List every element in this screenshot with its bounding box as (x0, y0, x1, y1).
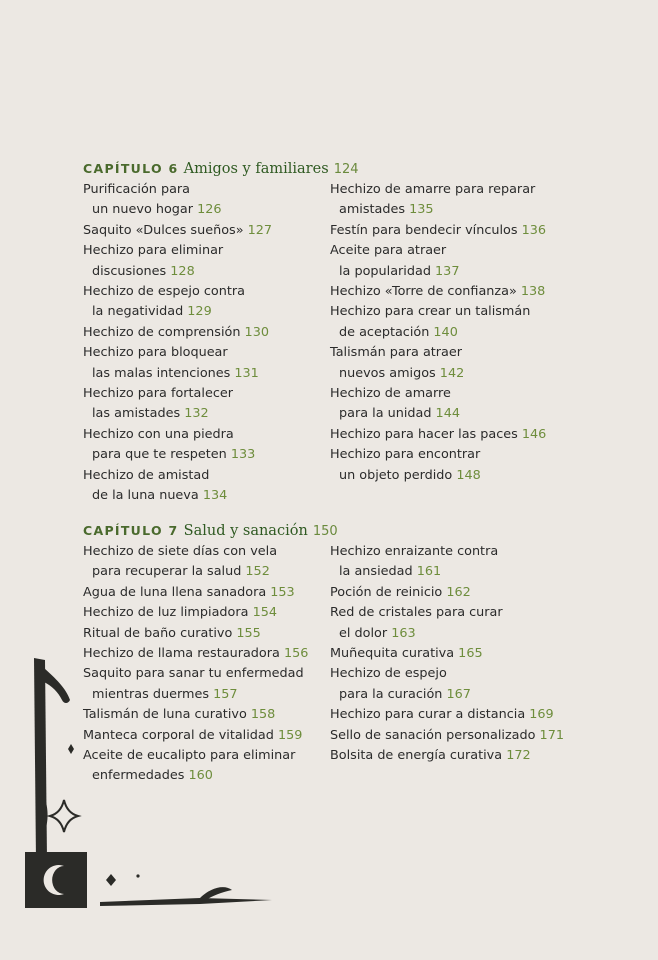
toc-entry-page: 158 (250, 707, 276, 723)
toc-entry-text: un objeto perdido (339, 467, 453, 483)
toc-entry-text: mientras duermes (92, 686, 210, 702)
toc-entry-page: 162 (446, 584, 471, 600)
chapter-page-number: 124 (333, 162, 359, 177)
toc-entry-page: 146 (521, 426, 547, 442)
toc-entry-page: 152 (245, 564, 270, 580)
toc-entry-text: Hechizo «Torre de confianza» (330, 284, 517, 300)
toc-entry-text: Ritual de baño curativo (83, 625, 233, 641)
toc-entry-text: Purificación para (83, 182, 191, 197)
toc-entry-text: para recuperar la salud (92, 564, 242, 580)
toc-entry-text: Hechizo para eliminar (83, 243, 224, 259)
toc-entry-text: Hechizo para bloquear (83, 345, 228, 361)
toc-entry-text: Hechizo para fortalecer (83, 386, 234, 402)
toc-entry-text: Festín para bendecir vínculos (330, 222, 518, 238)
toc-entry-text: el dolor (339, 625, 388, 641)
toc-entry-page: 153 (270, 584, 295, 600)
toc-entry-text: para la unidad (339, 406, 432, 422)
toc-entry-page: 128 (170, 263, 195, 279)
toc-entry-page: 129 (187, 304, 212, 320)
toc-entry-page: 157 (213, 686, 238, 702)
toc-entry-page: 133 (230, 447, 256, 463)
toc-entry-page: 165 (458, 646, 483, 662)
toc-entry-page: 171 (539, 727, 564, 743)
toc-entry-page: 130 (244, 324, 269, 340)
toc-entry-text: Saquito para sanar tu enfermedad (83, 666, 304, 682)
toc-entry-text: de aceptación (339, 324, 430, 340)
toc-entry-page: 154 (252, 605, 277, 621)
toc-entry-text: Hechizo de espejo (330, 666, 447, 682)
toc-entry-text: la ansiedad (339, 564, 413, 580)
toc-entry-text: Hechizo para curar a distancia (330, 707, 526, 723)
toc-entry-text: Aceite para atraer (330, 243, 447, 259)
toc-entry-page: 136 (521, 222, 547, 238)
toc-entry-text: Hechizo enraizante contra (330, 544, 499, 559)
toc-entry-text: la popularidad (339, 263, 431, 279)
toc-entry-text: un nuevo hogar (92, 202, 194, 218)
toc-entry-text: Aceite de eucalipto para eliminar (83, 748, 296, 764)
toc-entry-page: 134 (202, 488, 228, 504)
toc-entry-text: la negatividad (92, 304, 184, 320)
toc-entry-page: 167 (446, 686, 471, 702)
ornament-vertical-bar (34, 658, 47, 862)
toc-entry-page: 135 (409, 202, 434, 218)
toc-entry-text: las amistades (92, 406, 181, 422)
sparkle-icon (50, 800, 78, 832)
toc-entry-page: 169 (529, 707, 554, 723)
toc-entry-page: 144 (435, 406, 460, 422)
toc-entry-text: Hechizo de amarre (330, 386, 451, 402)
toc-entry-page: 148 (456, 467, 481, 483)
toc-entry-page: 126 (197, 202, 222, 218)
toc-entry-text: Hechizo para hacer las paces (330, 426, 518, 442)
toc-entry-text: enfermedades (92, 768, 185, 784)
toc-entry-text: Bolsita de energía curativa (330, 748, 503, 764)
toc-entry-text: Hechizo de llama restauradora (83, 646, 280, 662)
toc-entry-page: 131 (234, 365, 259, 381)
toc-entry-text: discusiones (92, 263, 167, 279)
toc-entry-text: para la curación (339, 686, 443, 702)
toc-entry-text: Sello de sanación personalizado (330, 727, 536, 743)
toc-entry-page: 159 (277, 727, 303, 743)
toc-entry-text: Muñequita curativa (330, 646, 455, 662)
toc-entry-page: 172 (506, 748, 531, 764)
toc-entry-text: Hechizo para encontrar (330, 447, 481, 463)
toc-entry-page: 137 (435, 263, 460, 279)
chapter-title: Amigos y familiares (183, 161, 329, 177)
ornament-leaf (44, 668, 70, 703)
small-diamond-icon (68, 744, 74, 754)
toc-entry-page: 155 (236, 625, 261, 641)
toc-entry-page: 127 (247, 222, 273, 238)
toc-entry-page: 161 (416, 564, 442, 580)
toc-entry-page: 138 (520, 284, 546, 300)
toc-entry-text: Poción de reinicio (330, 584, 443, 600)
toc-entry-page: 132 (184, 406, 209, 422)
chapter-page-number: 150 (312, 524, 338, 539)
toc-entry-text: Talismán de luna curativo (83, 707, 247, 723)
toc-entry-text: las malas intenciones (92, 365, 231, 381)
toc-entry-text: Hechizo de espejo contra (83, 284, 245, 300)
toc-entry-text: amistades (339, 202, 406, 218)
chapter-title: Salud y sanación (183, 523, 308, 539)
toc-entry-text: Hechizo con una piedra (83, 426, 234, 442)
ornament-rule-curl (200, 887, 232, 900)
toc-entry-text: Hechizo de luz limpiadora (83, 605, 249, 621)
toc-entry-text: Hechizo de amarre para reparar (330, 182, 536, 197)
toc-entry-page: 142 (439, 365, 465, 381)
toc-entry-text: nuevos amigos (339, 365, 436, 381)
toc-entry-text: Agua de luna llena sanadora (83, 584, 267, 600)
ornament-dot (136, 874, 139, 877)
toc-entry-text: Hechizo para crear un talismán (330, 304, 531, 320)
chapter-label: CAPÍTULO 7 (83, 523, 179, 538)
toc-entry-text: Red de cristales para curar (330, 605, 503, 621)
toc-entry-text: de la luna nueva (92, 488, 199, 504)
moon-square (25, 852, 87, 908)
toc-entry-page: 163 (391, 625, 416, 641)
toc-entry-text: Saquito «Dulces sueños» (83, 222, 244, 238)
ornament-diamond-large (106, 874, 116, 886)
toc-entry-page: 156 (283, 646, 309, 662)
toc-entry-text: Manteca corporal de vitalidad (83, 727, 274, 743)
chapter-label: CAPÍTULO 6 (83, 161, 179, 176)
toc-entry-text: para que te respeten (92, 447, 227, 463)
toc-entry-page: 140 (433, 324, 458, 340)
toc-entry-text: Hechizo de siete días con vela (83, 544, 278, 559)
toc-entry-text: Hechizo de amistad (83, 467, 210, 483)
toc-entry-page: 160 (188, 768, 213, 784)
ornament-horizontal-rule (100, 898, 272, 906)
toc-entry-text: Talismán para atraer (330, 345, 463, 361)
toc-entry-text: Hechizo de comprensión (83, 324, 241, 340)
